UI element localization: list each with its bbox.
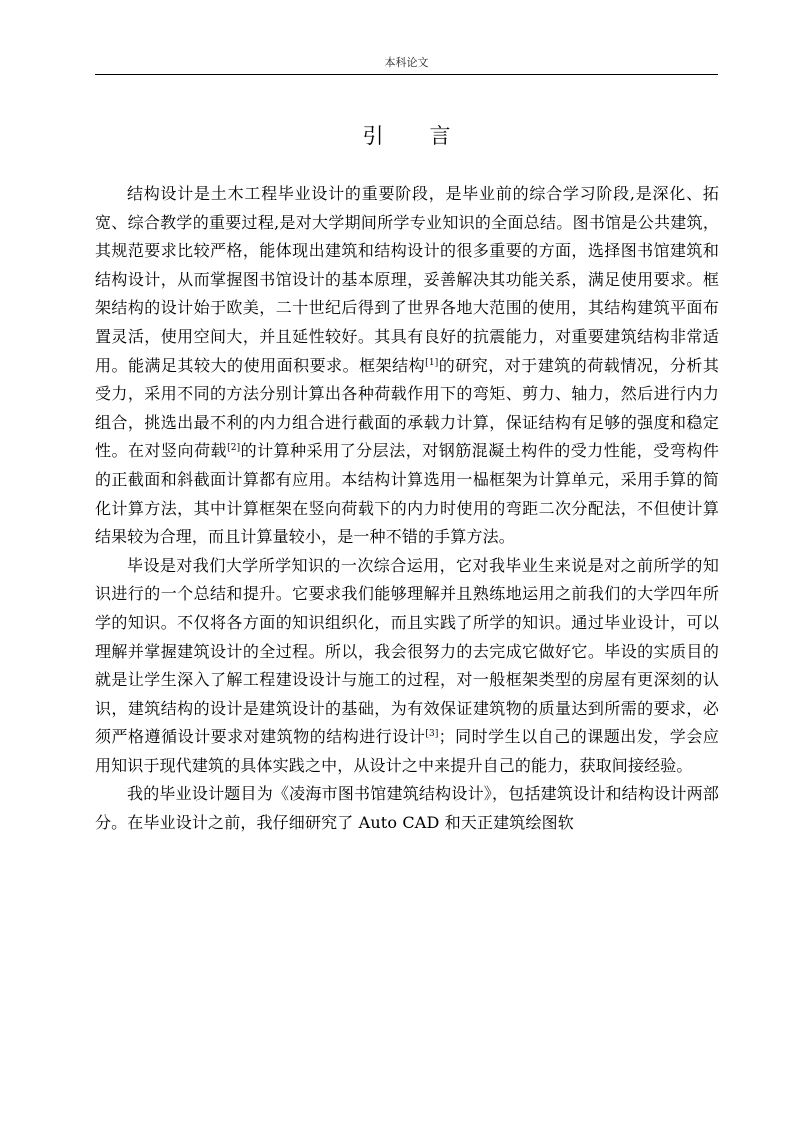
title-char-2: 言	[429, 124, 451, 148]
running-header: 本科论文	[384, 56, 429, 69]
paragraph-1-part-3: 的计算种采用了分层法，对钢筋混凝土构件的受力性能，受弯构件的正截面和斜截面计算都有应用。本结构计算选用一榀框架为计算单元，采用手算的简化计算方法，其中计算框架在竖向荷载下的内力时使用的弯距二次分配法，不但使计算结果较为合理，而且计算量较小，是一种不错的手算方法。	[95, 441, 719, 547]
paragraph-1-part-2: 的研究，对于建筑的荷载情况，分析其受力，采用不同的方法分别计算出各种荷载作用下的弯矩、剪力、轴力，然后进行内力组合，挑选出最不利的内力组合进行截面的承载力计算，保证结构有足够的强度和稳定性。在对竖向荷载	[95, 355, 719, 461]
paragraph-2-part-2: ；同时学生以自己的课题出发，学会应用知识于现代建筑的具体实践之中，从设计之中来提升自己的能力，获取间接经验。	[95, 727, 719, 775]
title-char-1: 引	[362, 124, 384, 148]
section-title	[95, 122, 718, 150]
paragraph-1	[95, 180, 719, 552]
paragraph-3-part-1: 我的毕业设计题目为《凌海市图书馆建筑结构设计》，包括建筑设计和结构设计两部分。在毕业设计之前，我仔细研究了 Auto CAD 和天正建筑绘图软	[95, 784, 719, 833]
citation-1: [1]	[425, 357, 439, 368]
paragraph-2	[95, 552, 719, 781]
paragraph-3	[95, 780, 719, 837]
body-text	[95, 180, 719, 838]
citation-2: [2]	[227, 443, 241, 454]
citation-3: [3]	[425, 729, 439, 740]
paragraph-2-part-1: 毕设是对我们大学所学知识的一次综合运用，它对我毕业生来说是对之前所学的知识进行的一个总结和提升。它要求我们能够理解并且熟练地运用之前我们的大学四年所学的知识。不仅将各方面的知识组织化，而且实践了所学的知识。通过毕业设计，可以理解并掌握建筑设计的全过程。所以，我会很努力的去完成它做好它。毕设的实质目的就是让学生深入了解工程建设设计与施工的过程，对一般框架类型的房屋有更深刻的认识，建筑结构的设计是建筑设计的基础，为有效保证建筑物的质量达到所需的要求，必须严格遵循设计要求对建筑物的结构进行设计	[95, 555, 719, 747]
paragraph-1-part-1: 结构设计是土木工程毕业设计的重要阶段，是毕业前的综合学习阶段,是深化、拓宽、综合教学的重要过程,是对大学期间所学专业知识的全面总结。图书馆是公共建筑，其规范要求比较严格，能体现出建筑和结构设计的很多重要的方面，选择图书馆建筑和结构设计，从而掌握图书馆设计的基本原理，妥善解决其功能关系，满足使用要求。框架结构的设计始于欧美，二十世纪后得到了世界各地大范围的使用，其结构建筑平面布置灵活，使用空间大，并且延性较好。其具有良好的抗震能力，对重要建筑结构非常适用。能满足其较大的使用面积要求。框架结构	[95, 184, 719, 375]
header-divider	[95, 74, 718, 75]
